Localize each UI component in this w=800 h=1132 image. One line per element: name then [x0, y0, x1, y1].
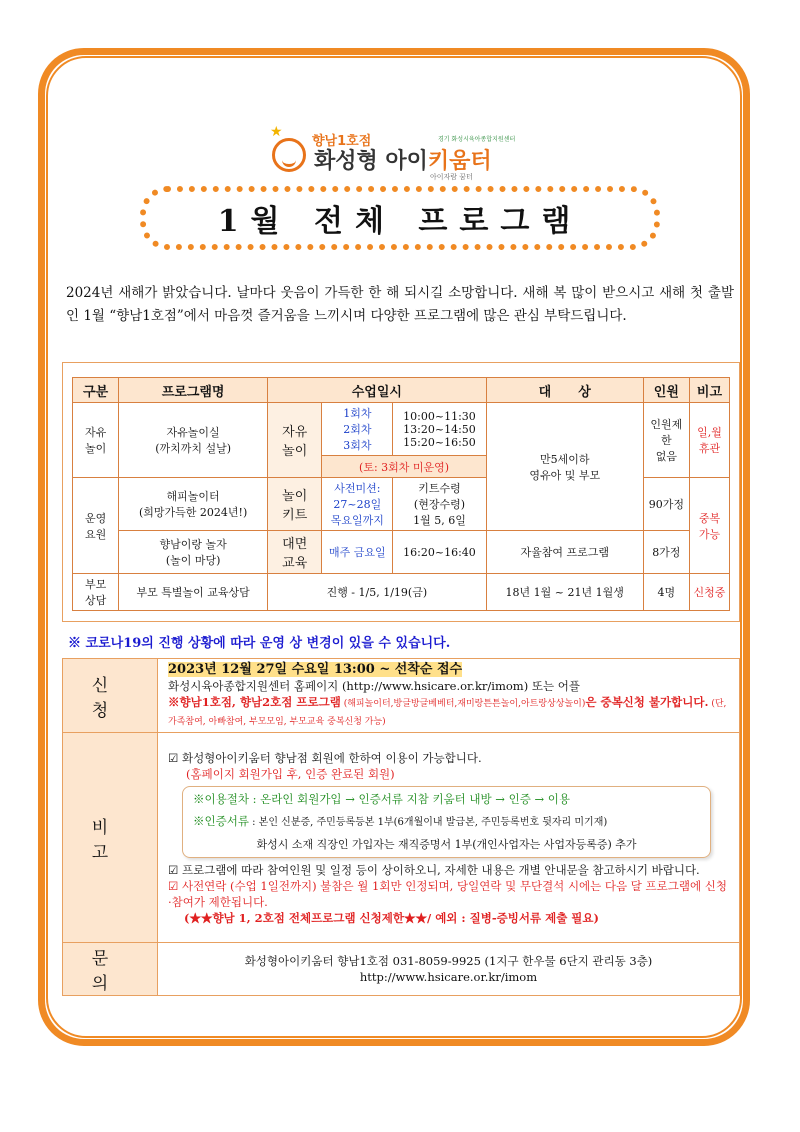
table-row [73, 574, 730, 611]
cell-program: 향남이랑 놀자 (놀이 마당) [119, 531, 268, 574]
cell-type: 대면 교육 [268, 531, 322, 574]
cell-saturday: (토: 3회차 미운영) [322, 456, 486, 478]
remarks-item1: ☑ 화성형아이키움터 향남점 회원에 한하여 이용이 가능합니다. [168, 750, 482, 765]
apply-program: ※향남1호점, 향남2호점 프로그램 (해피놀이터,방글방글베베터,재미랑튼튼놀이,아트랑상상놀이)은 중복신청 불가합니다. (단, 가족참여, 아빠참여, 부모모임, 부모교육 중복신청 가능) [168, 695, 727, 727]
program-table [72, 377, 730, 611]
apply-date: 2023년 12월 27일 수요일 13:00 ~ 선착순 접수 [168, 662, 463, 677]
process-text: ※이용절차 : 온라인 회원가입 → 인증서류 지참 키움터 내방 → 인증 → 이용 [193, 791, 570, 806]
docs-text-2: 화성시 소재 직장인 가입자는 재직증명서 1부(개인사업자는 사업자등록증) 추가 [256, 837, 637, 851]
col-category: 구분 [73, 378, 119, 403]
col-note: 비고 [689, 378, 729, 403]
cell-schedule: 사전미션: 27~28일 목요일까지 [322, 478, 393, 531]
cell-program: 부모 특별놀이 교육상담 [119, 574, 268, 611]
logo-tagline: 아이자람 꿈터 [430, 173, 473, 181]
col-schedule: 수업일시 [268, 378, 487, 403]
table-row [73, 403, 730, 456]
col-capacity: 인원 [643, 378, 689, 403]
apply-content [158, 659, 740, 733]
contact-line1: 화성형아이키움터 향남1호점 031-8059-9925 (1지구 한우물 6단지 관리동 3층) [244, 954, 653, 968]
cell-capacity: 90가정 [643, 478, 689, 531]
cell-category: 부모 상담 [73, 574, 119, 611]
contact-content [158, 943, 740, 996]
cell-type: 놀이 키트 [268, 478, 322, 531]
remarks-content [158, 733, 740, 943]
remarks-item3-sub: (★★향남 1, 2호점 전체프로그램 신청제한★★/ 예외 : 질병-증빙서류 제출 필요) [184, 910, 599, 925]
cell-program: 자유놀이실 (까치까치 설날) [119, 403, 268, 478]
col-target: 대 상 [486, 378, 643, 403]
cell-target: 자율참여 프로그램 [486, 531, 643, 574]
title-frame [140, 186, 660, 250]
cell-detail: 키트수령 (현장수령) 1월 5, 6일 [393, 478, 486, 531]
cell-capacity: 4명 [643, 574, 689, 611]
apply-row [63, 659, 740, 733]
col-program: 프로그램명 [119, 378, 268, 403]
logo-org: 경기 화성시육아종합지원센터 [438, 136, 516, 143]
contact-row [63, 943, 740, 996]
cell-sessions: 1회차 2회차 3회차 [322, 403, 393, 456]
cell-schedule: 진행 - 1/5, 1/19(금) [268, 574, 487, 611]
cell-program: 해피놀이터 (희망가득한 2024년!) [119, 478, 268, 531]
remarks-row [63, 733, 740, 943]
apply-label: 신 청 [63, 659, 158, 733]
cell-type: 자유 놀이 [268, 403, 322, 478]
docs-text: ※인증서류 : 본인 신분증, 주민등록등본 1부(6개월이내 발급본, 주민등록번호 뒷자리 미기재) [193, 813, 608, 828]
cell-note: 중복 가능 [689, 478, 729, 574]
center-logo [270, 124, 540, 181]
cell-schedule: 매주 금요일 [322, 531, 393, 574]
info-table [62, 658, 740, 996]
cell-target: 18년 1월 ~ 21년 1월생 [486, 574, 643, 611]
table-header-row [73, 378, 730, 403]
smile-icon [272, 138, 306, 172]
remarks-item3: ☑ 사전연락 (수업 1일전까지) 불참은 월 1회만 인정되며, 당일연락 및 무단결석 시에는 다음 달 프로그램에 신청·참여가 제한됩니다. [168, 878, 727, 909]
table-row [73, 531, 730, 574]
covid-notice: ※ 코로나19의 진행 상황에 따라 운영 상 변경이 있을 수 있습니다. [68, 636, 451, 651]
star-icon: ★ [270, 124, 283, 140]
cell-category: 자유 놀이 [73, 403, 119, 478]
page-title: 1월 전체 프로그램 [217, 204, 583, 239]
cell-times: 10:00~11:30 13:20~14:50 15:20~16:50 [393, 403, 486, 456]
cell-category: 운영 요원 [73, 478, 119, 574]
contact-label: 문 의 [63, 943, 158, 996]
cell-capacity: 8가정 [643, 531, 689, 574]
cell-detail: 16:20~16:40 [393, 531, 486, 574]
cell-note: 일,월 휴관 [689, 403, 729, 478]
remarks-item2: ☑ 프로그램에 따라 참여인원 및 일정 등이 상이하오니, 자세한 내용은 개별 안내문을 참고하시기 바랍니다. [168, 862, 700, 877]
procedure-box [182, 786, 711, 858]
contact-url[interactable]: http://www.hsicare.or.kr/imom [359, 970, 538, 984]
intro-text: 2024년 새해가 밝았습니다. 날마다 웃음이 가득한 한 해 되시길 소망합니다. 새해 복 많이 받으시고 새해 첫 출발인 1월 “향남1호점”에서 마음껏 즐거움을 느끼시며 다양한 프로그램에 많은 관심 부탁드립니다. [66, 285, 734, 324]
remarks-label: 비 고 [63, 733, 158, 943]
remarks-item1-sub: (홈페이지 회원가입 후, 인증 완료된 회원) [186, 766, 395, 781]
apply-where: 화성시육아종합지원센터 홈페이지 (http://www.hsicare.or.kr/imom) 또는 어플 [168, 679, 580, 693]
cell-capacity: 인원제한 없음 [643, 403, 689, 478]
cell-note: 신청중 [689, 574, 729, 611]
logo-name: 화성형 아이키움터 [314, 149, 492, 174]
logo-branch: 향남1호점 [312, 134, 372, 149]
cell-target: 만5세이하 영유아 및 부모 [486, 403, 643, 531]
